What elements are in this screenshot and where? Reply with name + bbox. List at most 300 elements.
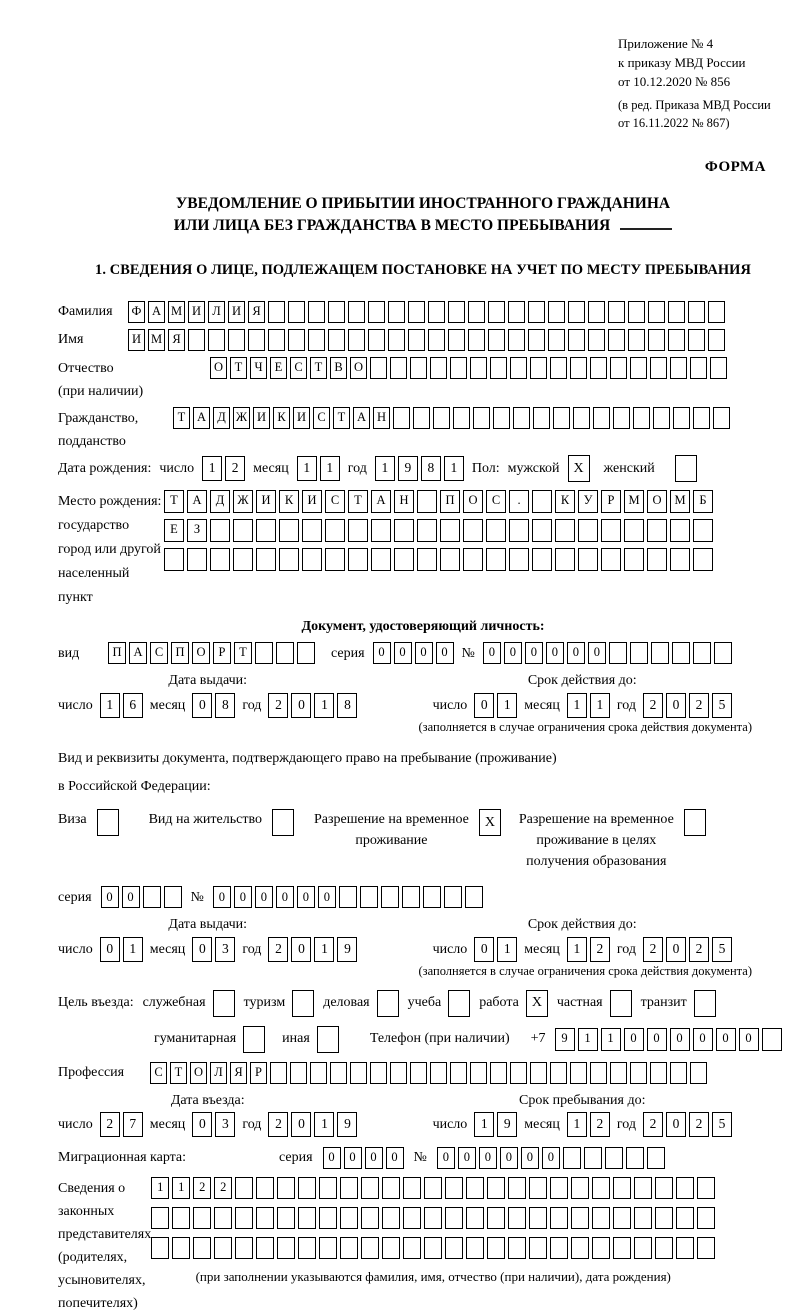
char-cell[interactable]	[445, 1207, 463, 1229]
char-cell[interactable]	[466, 1207, 484, 1229]
char-cell[interactable]: 1	[320, 456, 340, 481]
char-cell[interactable]	[453, 407, 470, 429]
char-cell[interactable]	[288, 329, 305, 351]
char-cell[interactable]	[487, 1237, 505, 1259]
char-cell[interactable]	[513, 407, 530, 429]
char-cell[interactable]	[440, 548, 460, 571]
char-cell[interactable]: 1	[497, 693, 517, 718]
char-cell[interactable]: И	[188, 301, 205, 323]
char-cell[interactable]: Р	[213, 642, 231, 664]
char-cell[interactable]	[548, 301, 565, 323]
char-cell[interactable]	[610, 1062, 627, 1084]
char-cell[interactable]: 2	[214, 1177, 232, 1199]
char-cell[interactable]: 5	[712, 1112, 732, 1137]
char-cell[interactable]	[348, 519, 368, 542]
char-cell[interactable]	[571, 1207, 589, 1229]
temp-residence-checkbox[interactable]: X	[479, 809, 501, 836]
birth-year-cells[interactable]	[375, 456, 464, 481]
birth-month-cells[interactable]	[297, 456, 340, 481]
char-cell[interactable]: 0	[192, 1112, 212, 1137]
char-cell[interactable]: 0	[297, 886, 315, 908]
char-cell[interactable]: А	[187, 490, 207, 513]
char-cell[interactable]	[609, 642, 627, 664]
char-cell[interactable]: 0	[666, 1112, 686, 1137]
char-cell[interactable]: 2	[100, 1112, 120, 1137]
char-cell[interactable]	[390, 357, 407, 379]
char-cell[interactable]: Ж	[233, 490, 253, 513]
char-cell[interactable]	[228, 329, 245, 351]
char-cell[interactable]: О	[192, 642, 210, 664]
char-cell[interactable]: 2	[268, 1112, 288, 1137]
birth-place-row-2[interactable]	[164, 519, 713, 542]
char-cell[interactable]	[288, 301, 305, 323]
char-cell[interactable]	[550, 1177, 568, 1199]
char-cell[interactable]	[187, 548, 207, 571]
char-cell[interactable]: 0	[436, 642, 454, 664]
char-cell[interactable]	[410, 357, 427, 379]
char-cell[interactable]	[708, 301, 725, 323]
char-cell[interactable]	[248, 329, 265, 351]
char-cell[interactable]	[188, 329, 205, 351]
char-cell[interactable]: Д	[210, 490, 230, 513]
char-cell[interactable]	[361, 1207, 379, 1229]
char-cell[interactable]: 0	[670, 1028, 690, 1051]
char-cell[interactable]	[328, 301, 345, 323]
char-cell[interactable]	[423, 886, 441, 908]
surname-cells[interactable]	[128, 301, 725, 323]
char-cell[interactable]	[490, 357, 507, 379]
char-cell[interactable]	[529, 1177, 547, 1199]
char-cell[interactable]: 2	[689, 1112, 709, 1137]
char-cell[interactable]: 0	[365, 1147, 383, 1169]
char-cell[interactable]	[647, 1147, 665, 1169]
char-cell[interactable]: П	[440, 490, 460, 513]
char-cell[interactable]: Т	[348, 490, 368, 513]
char-cell[interactable]	[693, 407, 710, 429]
char-cell[interactable]	[693, 642, 711, 664]
char-cell[interactable]	[235, 1177, 253, 1199]
char-cell[interactable]: 1	[590, 693, 610, 718]
char-cell[interactable]: 2	[689, 937, 709, 962]
char-cell[interactable]	[668, 301, 685, 323]
char-cell[interactable]	[214, 1237, 232, 1259]
char-cell[interactable]	[193, 1207, 211, 1229]
char-cell[interactable]: О	[190, 1062, 207, 1084]
char-cell[interactable]	[402, 886, 420, 908]
char-cell[interactable]	[490, 1062, 507, 1084]
char-cell[interactable]: О	[647, 490, 667, 513]
char-cell[interactable]	[650, 1062, 667, 1084]
char-cell[interactable]	[533, 407, 550, 429]
purpose-official-checkbox[interactable]	[213, 990, 235, 1017]
char-cell[interactable]	[555, 519, 575, 542]
char-cell[interactable]	[371, 548, 391, 571]
char-cell[interactable]: Л	[210, 1062, 227, 1084]
char-cell[interactable]	[403, 1237, 421, 1259]
char-cell[interactable]	[468, 301, 485, 323]
char-cell[interactable]: 2	[193, 1177, 211, 1199]
char-cell[interactable]: 0	[373, 642, 391, 664]
char-cell[interactable]	[393, 407, 410, 429]
char-cell[interactable]	[424, 1207, 442, 1229]
char-cell[interactable]: 1	[474, 1112, 494, 1137]
char-cell[interactable]: 2	[268, 937, 288, 962]
char-cell[interactable]	[164, 886, 182, 908]
char-cell[interactable]	[650, 357, 667, 379]
char-cell[interactable]	[613, 407, 630, 429]
char-cell[interactable]: Б	[693, 490, 713, 513]
char-cell[interactable]: Л	[208, 301, 225, 323]
char-cell[interactable]	[601, 519, 621, 542]
char-cell[interactable]: У	[578, 490, 598, 513]
char-cell[interactable]: 0	[318, 886, 336, 908]
char-cell[interactable]	[593, 407, 610, 429]
char-cell[interactable]	[588, 329, 605, 351]
migration-series-cells[interactable]	[323, 1147, 404, 1169]
r-until-day-cells[interactable]	[474, 937, 517, 962]
char-cell[interactable]	[630, 357, 647, 379]
char-cell[interactable]: П	[171, 642, 189, 664]
char-cell[interactable]: П	[108, 642, 126, 664]
char-cell[interactable]: И	[128, 329, 145, 351]
char-cell[interactable]	[592, 1207, 610, 1229]
char-cell[interactable]	[430, 357, 447, 379]
char-cell[interactable]	[588, 301, 605, 323]
char-cell[interactable]	[463, 548, 483, 571]
char-cell[interactable]	[528, 329, 545, 351]
char-cell[interactable]	[381, 886, 399, 908]
char-cell[interactable]: Ч	[250, 357, 267, 379]
char-cell[interactable]	[172, 1207, 190, 1229]
temp-residence-edu-checkbox[interactable]	[684, 809, 706, 836]
char-cell[interactable]: 0	[474, 937, 494, 962]
char-cell[interactable]	[592, 1237, 610, 1259]
char-cell[interactable]: К	[555, 490, 575, 513]
char-cell[interactable]: Я	[168, 329, 185, 351]
char-cell[interactable]: 0	[323, 1147, 341, 1169]
char-cell[interactable]	[164, 548, 184, 571]
r-issue-month-cells[interactable]	[192, 937, 235, 962]
char-cell[interactable]	[668, 329, 685, 351]
char-cell[interactable]: 1	[202, 456, 222, 481]
char-cell[interactable]: 0	[276, 886, 294, 908]
char-cell[interactable]	[672, 642, 690, 664]
char-cell[interactable]: 1	[567, 1112, 587, 1137]
char-cell[interactable]	[214, 1207, 232, 1229]
purpose-transit-checkbox[interactable]	[694, 990, 716, 1017]
char-cell[interactable]	[670, 1062, 687, 1084]
char-cell[interactable]: Ф	[128, 301, 145, 323]
char-cell[interactable]	[340, 1177, 358, 1199]
char-cell[interactable]	[430, 1062, 447, 1084]
char-cell[interactable]	[408, 329, 425, 351]
char-cell[interactable]	[428, 329, 445, 351]
char-cell[interactable]: 1	[172, 1177, 190, 1199]
char-cell[interactable]	[235, 1237, 253, 1259]
char-cell[interactable]	[417, 490, 437, 513]
char-cell[interactable]	[571, 1237, 589, 1259]
phone-cells[interactable]	[555, 1028, 782, 1051]
char-cell[interactable]	[493, 407, 510, 429]
char-cell[interactable]	[302, 519, 322, 542]
char-cell[interactable]	[256, 548, 276, 571]
char-cell[interactable]	[634, 1177, 652, 1199]
migration-number-cells[interactable]	[437, 1147, 665, 1169]
char-cell[interactable]	[403, 1177, 421, 1199]
char-cell[interactable]	[473, 407, 490, 429]
char-cell[interactable]: .	[509, 490, 529, 513]
char-cell[interactable]	[508, 329, 525, 351]
char-cell[interactable]: 1	[151, 1177, 169, 1199]
char-cell[interactable]	[509, 548, 529, 571]
char-cell[interactable]	[370, 357, 387, 379]
char-cell[interactable]: 0	[213, 886, 231, 908]
char-cell[interactable]	[550, 1062, 567, 1084]
char-cell[interactable]	[339, 886, 357, 908]
char-cell[interactable]	[298, 1207, 316, 1229]
char-cell[interactable]: Я	[230, 1062, 247, 1084]
char-cell[interactable]: 0	[234, 886, 252, 908]
char-cell[interactable]: 0	[386, 1147, 404, 1169]
char-cell[interactable]	[550, 357, 567, 379]
char-cell[interactable]	[578, 519, 598, 542]
char-cell[interactable]: Т	[173, 407, 190, 429]
char-cell[interactable]	[571, 1177, 589, 1199]
char-cell[interactable]	[601, 548, 621, 571]
char-cell[interactable]	[172, 1237, 190, 1259]
char-cell[interactable]	[370, 1062, 387, 1084]
char-cell[interactable]	[319, 1237, 337, 1259]
char-cell[interactable]: Р	[250, 1062, 267, 1084]
char-cell[interactable]	[340, 1237, 358, 1259]
char-cell[interactable]: 2	[590, 1112, 610, 1137]
char-cell[interactable]	[348, 329, 365, 351]
residence-permit-checkbox[interactable]	[272, 809, 294, 836]
representatives-row-1[interactable]	[151, 1177, 715, 1199]
char-cell[interactable]: С	[150, 642, 168, 664]
char-cell[interactable]	[465, 886, 483, 908]
char-cell[interactable]: 0	[291, 1112, 311, 1137]
char-cell[interactable]: 0	[474, 693, 494, 718]
char-cell[interactable]	[468, 329, 485, 351]
char-cell[interactable]	[394, 519, 414, 542]
char-cell[interactable]	[508, 1177, 526, 1199]
char-cell[interactable]	[308, 329, 325, 351]
char-cell[interactable]: 1	[297, 456, 317, 481]
char-cell[interactable]: 0	[716, 1028, 736, 1051]
char-cell[interactable]: М	[168, 301, 185, 323]
char-cell[interactable]: 2	[689, 693, 709, 718]
char-cell[interactable]	[210, 548, 230, 571]
char-cell[interactable]	[508, 301, 525, 323]
char-cell[interactable]	[624, 519, 644, 542]
char-cell[interactable]: Т	[230, 357, 247, 379]
char-cell[interactable]	[424, 1237, 442, 1259]
char-cell[interactable]: В	[330, 357, 347, 379]
stay-day-cells[interactable]	[474, 1112, 517, 1137]
char-cell[interactable]	[608, 329, 625, 351]
char-cell[interactable]	[388, 329, 405, 351]
issue-year-cells[interactable]	[268, 693, 357, 718]
char-cell[interactable]: А	[353, 407, 370, 429]
char-cell[interactable]	[647, 519, 667, 542]
char-cell[interactable]	[570, 357, 587, 379]
char-cell[interactable]	[298, 1177, 316, 1199]
char-cell[interactable]	[417, 519, 437, 542]
char-cell[interactable]	[424, 1177, 442, 1199]
char-cell[interactable]	[319, 1207, 337, 1229]
char-cell[interactable]	[279, 519, 299, 542]
char-cell[interactable]: Я	[248, 301, 265, 323]
char-cell[interactable]: 9	[555, 1028, 575, 1051]
char-cell[interactable]: 3	[215, 937, 235, 962]
char-cell[interactable]: 0	[525, 642, 543, 664]
char-cell[interactable]	[510, 1062, 527, 1084]
char-cell[interactable]: К	[273, 407, 290, 429]
char-cell[interactable]	[670, 519, 690, 542]
char-cell[interactable]: 0	[479, 1147, 497, 1169]
char-cell[interactable]	[440, 519, 460, 542]
char-cell[interactable]	[268, 329, 285, 351]
char-cell[interactable]: 0	[647, 1028, 667, 1051]
char-cell[interactable]: 0	[192, 937, 212, 962]
citizenship-cells[interactable]	[173, 407, 730, 429]
residence-number-cells[interactable]	[213, 886, 483, 908]
char-cell[interactable]	[655, 1177, 673, 1199]
char-cell[interactable]	[290, 1062, 307, 1084]
char-cell[interactable]	[530, 1062, 547, 1084]
char-cell[interactable]	[573, 407, 590, 429]
char-cell[interactable]	[361, 1237, 379, 1259]
gender-female-checkbox[interactable]	[675, 455, 697, 482]
stay-year-cells[interactable]	[643, 1112, 732, 1137]
char-cell[interactable]: М	[624, 490, 644, 513]
purpose-work-checkbox[interactable]: X	[526, 990, 548, 1017]
char-cell[interactable]	[325, 519, 345, 542]
purpose-humanitarian-checkbox[interactable]	[243, 1026, 265, 1053]
char-cell[interactable]	[509, 519, 529, 542]
char-cell[interactable]: 0	[504, 642, 522, 664]
birth-place-row-1[interactable]	[164, 490, 713, 513]
char-cell[interactable]	[417, 548, 437, 571]
char-cell[interactable]	[403, 1207, 421, 1229]
char-cell[interactable]	[532, 490, 552, 513]
char-cell[interactable]	[308, 301, 325, 323]
char-cell[interactable]: З	[187, 519, 207, 542]
char-cell[interactable]	[553, 407, 570, 429]
char-cell[interactable]	[628, 301, 645, 323]
stay-month-cells[interactable]	[567, 1112, 610, 1137]
identity-kind-cells[interactable]	[108, 642, 315, 664]
char-cell[interactable]	[626, 1147, 644, 1169]
purpose-private-checkbox[interactable]	[610, 990, 632, 1017]
char-cell[interactable]: 0	[483, 642, 501, 664]
char-cell[interactable]	[463, 519, 483, 542]
char-cell[interactable]: О	[210, 357, 227, 379]
char-cell[interactable]	[555, 548, 575, 571]
char-cell[interactable]: 2	[590, 937, 610, 962]
identity-series-cells[interactable]	[373, 642, 454, 664]
char-cell[interactable]	[450, 1062, 467, 1084]
char-cell[interactable]: Е	[164, 519, 184, 542]
char-cell[interactable]	[670, 357, 687, 379]
until-day-cells[interactable]	[474, 693, 517, 718]
char-cell[interactable]	[676, 1237, 694, 1259]
char-cell[interactable]	[568, 301, 585, 323]
char-cell[interactable]: 0	[567, 642, 585, 664]
char-cell[interactable]	[210, 519, 230, 542]
issue-month-cells[interactable]	[192, 693, 235, 718]
char-cell[interactable]	[563, 1147, 581, 1169]
char-cell[interactable]	[382, 1237, 400, 1259]
char-cell[interactable]	[510, 357, 527, 379]
char-cell[interactable]: 0	[394, 642, 412, 664]
char-cell[interactable]	[613, 1207, 631, 1229]
char-cell[interactable]	[710, 357, 727, 379]
char-cell[interactable]: Т	[234, 642, 252, 664]
char-cell[interactable]: 9	[337, 937, 357, 962]
char-cell[interactable]: С	[325, 490, 345, 513]
char-cell[interactable]	[676, 1207, 694, 1229]
until-year-cells[interactable]	[643, 693, 732, 718]
char-cell[interactable]: 5	[712, 937, 732, 962]
char-cell[interactable]: Т	[170, 1062, 187, 1084]
char-cell[interactable]: А	[129, 642, 147, 664]
char-cell[interactable]: 0	[344, 1147, 362, 1169]
char-cell[interactable]	[670, 548, 690, 571]
char-cell[interactable]	[360, 886, 378, 908]
char-cell[interactable]: И	[302, 490, 322, 513]
char-cell[interactable]	[648, 301, 665, 323]
char-cell[interactable]: 1	[314, 1112, 334, 1137]
char-cell[interactable]	[233, 519, 253, 542]
char-cell[interactable]	[634, 1237, 652, 1259]
char-cell[interactable]	[470, 357, 487, 379]
char-cell[interactable]	[488, 329, 505, 351]
char-cell[interactable]: М	[670, 490, 690, 513]
char-cell[interactable]	[529, 1237, 547, 1259]
char-cell[interactable]: С	[486, 490, 506, 513]
char-cell[interactable]	[466, 1177, 484, 1199]
char-cell[interactable]	[348, 548, 368, 571]
char-cell[interactable]: 0	[255, 886, 273, 908]
char-cell[interactable]: 0	[693, 1028, 713, 1051]
char-cell[interactable]	[350, 1062, 367, 1084]
residence-series-cells[interactable]	[101, 886, 182, 908]
char-cell[interactable]: Д	[213, 407, 230, 429]
char-cell[interactable]: К	[279, 490, 299, 513]
char-cell[interactable]: 0	[739, 1028, 759, 1051]
char-cell[interactable]	[394, 548, 414, 571]
char-cell[interactable]	[550, 1207, 568, 1229]
char-cell[interactable]	[613, 1237, 631, 1259]
char-cell[interactable]: 8	[421, 456, 441, 481]
char-cell[interactable]	[143, 886, 161, 908]
visa-checkbox[interactable]	[97, 809, 119, 836]
char-cell[interactable]: 0	[192, 693, 212, 718]
char-cell[interactable]	[388, 301, 405, 323]
char-cell[interactable]	[530, 357, 547, 379]
char-cell[interactable]	[697, 1207, 715, 1229]
char-cell[interactable]: 0	[666, 937, 686, 962]
char-cell[interactable]	[653, 407, 670, 429]
char-cell[interactable]	[690, 357, 707, 379]
char-cell[interactable]	[208, 329, 225, 351]
char-cell[interactable]: 0	[458, 1147, 476, 1169]
char-cell[interactable]	[532, 548, 552, 571]
char-cell[interactable]: Т	[164, 490, 184, 513]
char-cell[interactable]: И	[228, 301, 245, 323]
